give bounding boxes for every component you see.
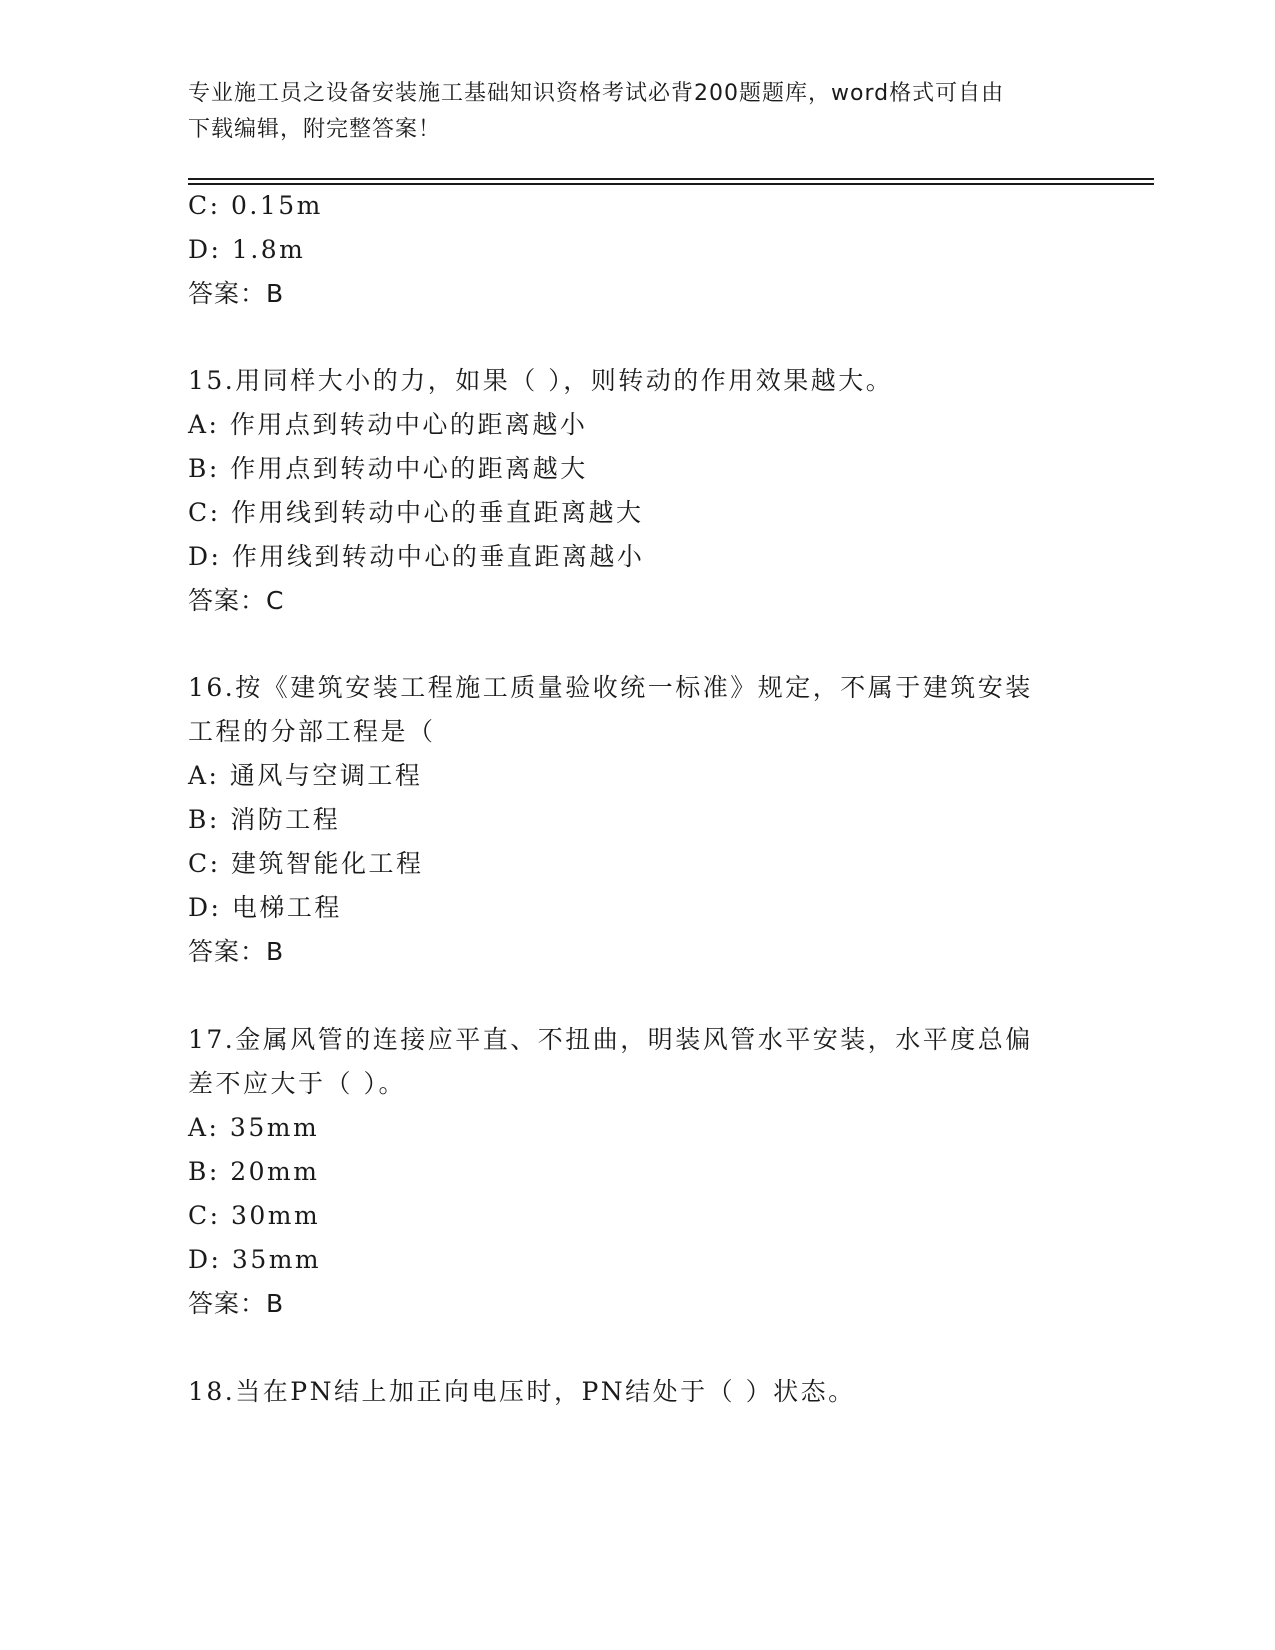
q15-answer: 答案：C — [188, 586, 285, 615]
q16-answer: 答案：B — [188, 937, 285, 966]
q17-stem-line-1: 17.金属风管的连接应平直、不扭曲，明装风管水平安装，水平度总偏 — [188, 1025, 1033, 1054]
q15-option-b: B: 作用点到转动中心的距离越大 — [188, 454, 588, 483]
q16-option-c: C: 建筑智能化工程 — [188, 849, 424, 878]
q17-stem-line-2: 差不应大于（ ）。 — [188, 1069, 406, 1098]
header-line-2: 下载编辑，附完整答案！ — [188, 117, 442, 142]
q18-stem: 18.当在PN结上加正向电压时，PN结处于（ ）状态。 — [188, 1377, 856, 1406]
q17-option-a: A: 35mm — [188, 1113, 320, 1142]
q16-option-b: B: 消防工程 — [188, 805, 341, 834]
q14-option-c: C: 0.15m — [188, 191, 323, 220]
q17-option-b: B: 20mm — [188, 1157, 320, 1186]
q15-option-a: A: 作用点到转动中心的距离越小 — [188, 410, 588, 439]
header-line-1: 专业施工员之设备安装施工基础知识资格考试必背200题题库，word格式可自由 — [188, 81, 1005, 106]
q17-answer: 答案：B — [188, 1289, 285, 1318]
header-divider-top — [188, 178, 1154, 180]
q16-stem-line-1: 16.按《建筑安装工程施工质量验收统一标准》规定，不属于建筑安装 — [188, 673, 1033, 702]
q15-option-c: C: 作用线到转动中心的垂直距离越大 — [188, 498, 644, 527]
q14-option-d: D: 1.8m — [188, 235, 306, 264]
header-divider-bottom — [188, 183, 1154, 185]
q16-option-a: A: 通风与空调工程 — [188, 761, 423, 790]
q15-stem: 15.用同样大小的力，如果（ ），则转动的作用效果越大。 — [188, 366, 894, 395]
q14-answer: 答案：B — [188, 279, 285, 308]
q16-stem-line-2: 工程的分部工程是（ — [188, 717, 436, 746]
q17-option-c: C: 30mm — [188, 1201, 321, 1230]
document-header — [188, 76, 1088, 148]
q16-option-d: D: 电梯工程 — [188, 893, 342, 922]
q15-option-d: D: 作用线到转动中心的垂直距离越小 — [188, 542, 645, 571]
q17-option-d: D: 35mm — [188, 1245, 322, 1274]
